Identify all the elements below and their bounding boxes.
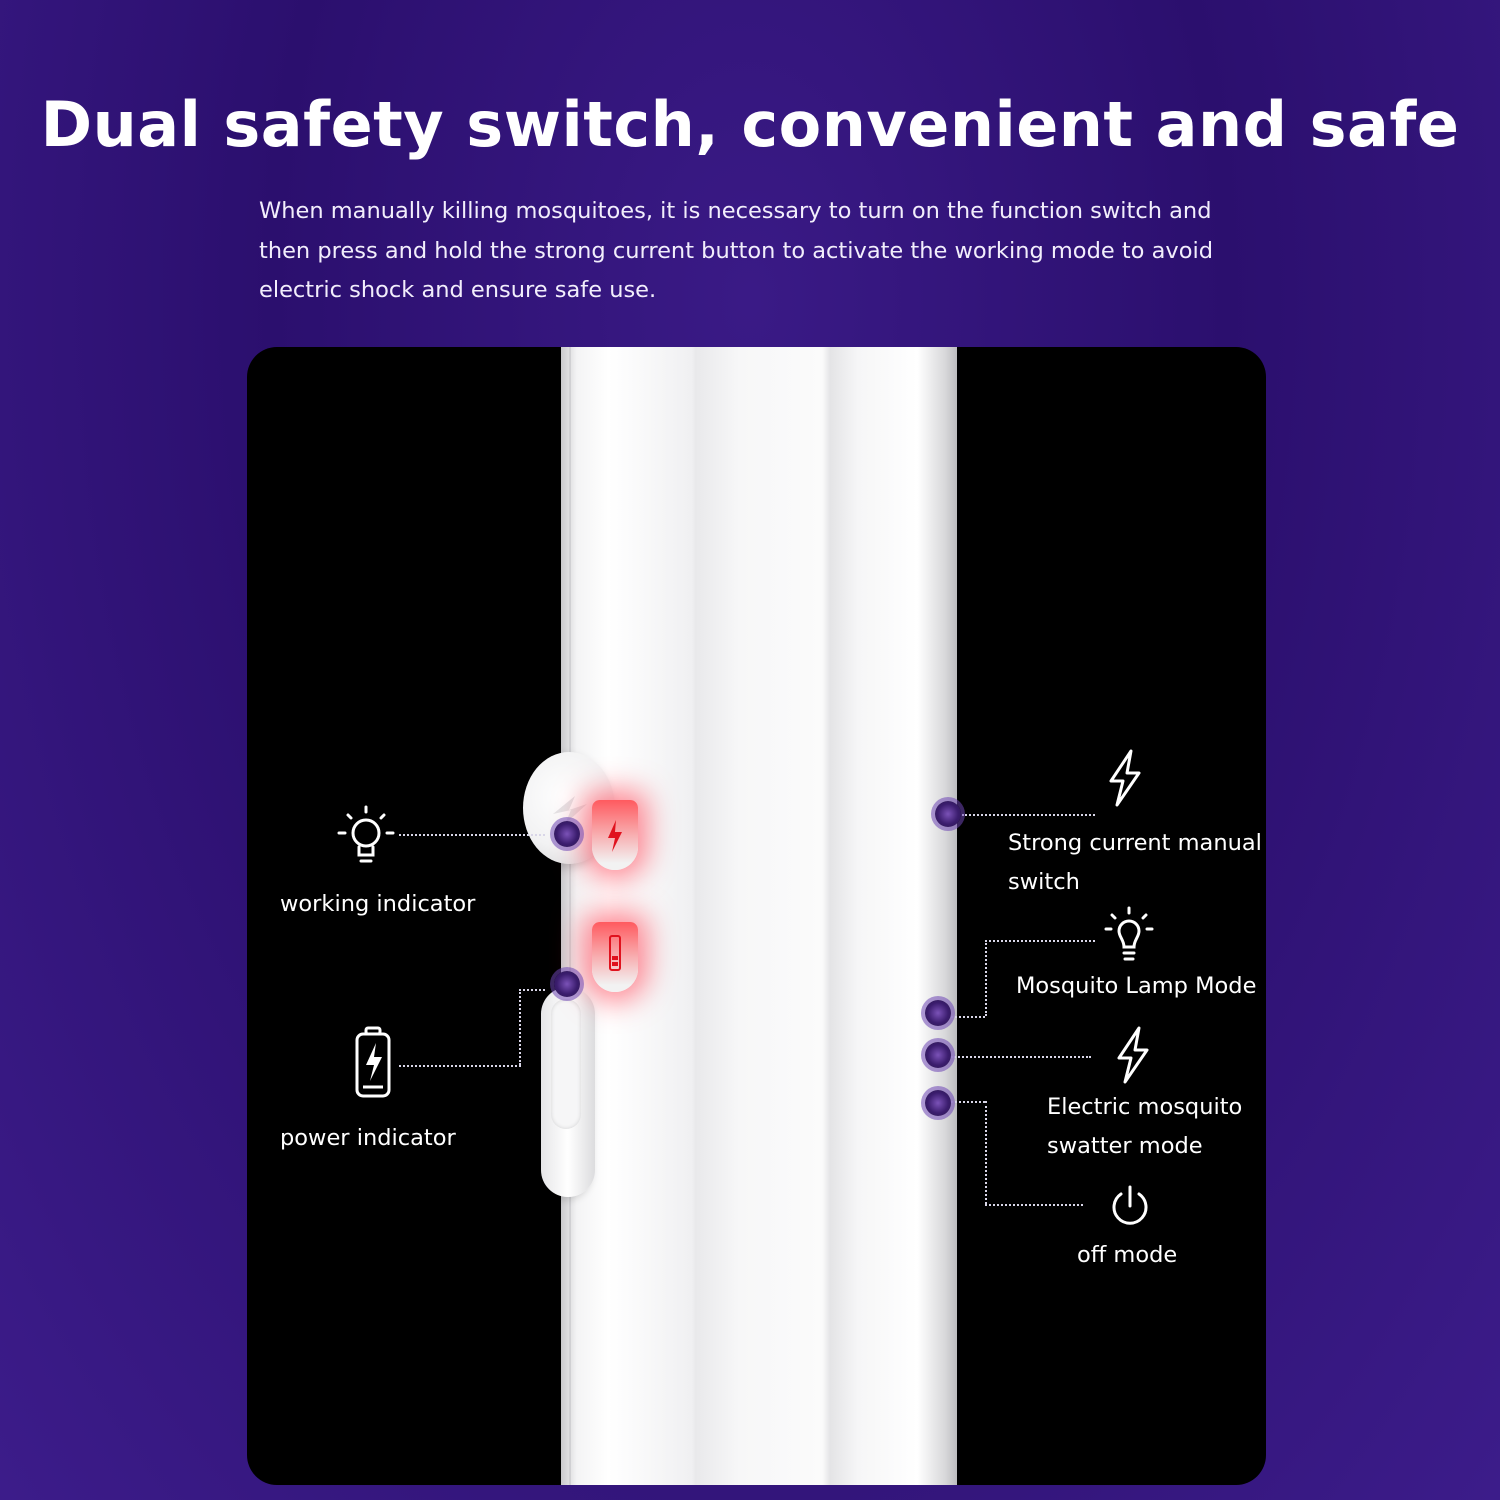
strong-current-switch-label: Strong current manual switch xyxy=(1008,830,1262,895)
leader-power-2 xyxy=(519,989,521,1065)
leader-swatter xyxy=(951,1056,1091,1058)
power-indicator-label: power indicator xyxy=(280,1125,456,1151)
power-led xyxy=(592,922,638,992)
mode-slider-switch xyxy=(541,987,595,1197)
marker-swatter xyxy=(925,1042,951,1068)
leader-lamp-1 xyxy=(985,940,987,1016)
marker-off xyxy=(925,1090,951,1116)
device-seam xyxy=(569,347,571,1485)
leader-working xyxy=(399,834,545,836)
lightning-icon xyxy=(1105,747,1145,813)
lightbulb-icon xyxy=(1103,905,1155,969)
mosquito-lamp-mode-label: Mosquito Lamp Mode xyxy=(1016,973,1257,999)
marker-power xyxy=(554,971,580,997)
marker-strong xyxy=(935,801,961,827)
leader-power-1 xyxy=(399,1065,521,1067)
device-handle xyxy=(561,347,957,1485)
lightbulb-icon xyxy=(335,803,397,873)
off-mode-label: off mode xyxy=(1077,1242,1178,1268)
leader-lamp-2 xyxy=(985,940,1095,942)
leader-strong xyxy=(962,814,1095,816)
working-led xyxy=(592,800,638,870)
page-description: When manually killing mosquitoes, it is necessary to turn on the function switch and then press and hold the strong current button to activate the working mode to avoid electric shock and ensure safe use. xyxy=(259,198,1213,303)
battery-charging-icon xyxy=(353,1025,393,1103)
marker-working xyxy=(554,821,580,847)
leader-power-3 xyxy=(519,989,545,991)
power-icon xyxy=(1107,1183,1153,1233)
leader-off-3 xyxy=(985,1204,1083,1206)
slider-knob xyxy=(551,999,581,1129)
leader-lamp-3 xyxy=(951,1016,985,1018)
page-title: Dual safety switch, convenient and safe xyxy=(40,88,1460,161)
working-indicator-label: working indicator xyxy=(280,891,476,917)
leader-off-1 xyxy=(951,1101,985,1103)
product-panel xyxy=(247,347,1266,1485)
electric-swatter-mode-label: Electric mosquito swatter mode xyxy=(1047,1094,1243,1159)
leader-off-2 xyxy=(985,1101,987,1204)
marker-lamp xyxy=(925,1000,951,1026)
lightning-icon xyxy=(1113,1024,1153,1090)
